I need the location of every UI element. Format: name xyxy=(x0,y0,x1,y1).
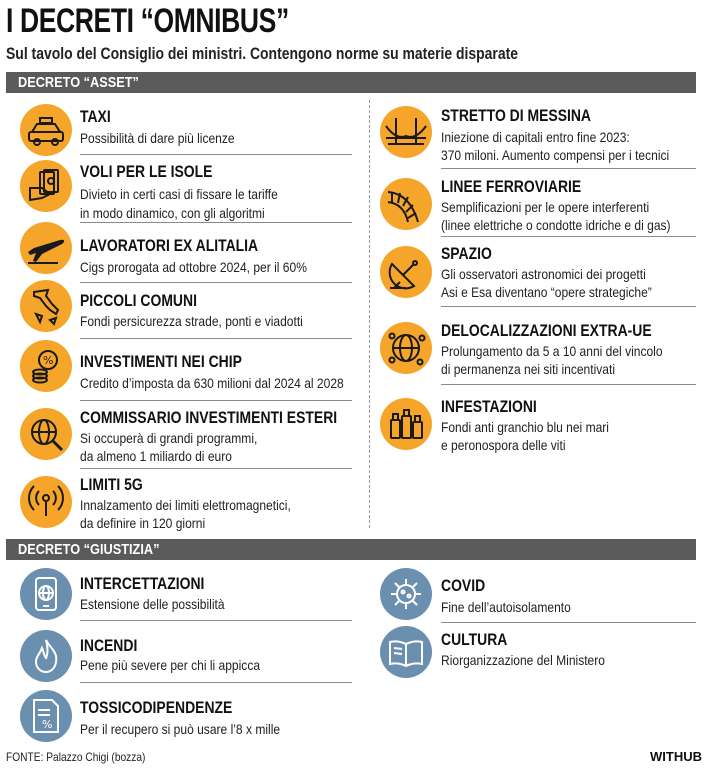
item-desc-intercettazioni: Estensione delle possibilità xyxy=(80,596,225,612)
item-desc-taxi: Possibilità di dare più licenze xyxy=(80,130,235,146)
item-title-voli: VOLI PER LE ISOLE xyxy=(80,162,213,181)
item-title-messina: STRETTO DI MESSINA xyxy=(441,106,592,125)
fire-icon xyxy=(20,630,72,682)
section-title-giustizia: DECRETO “GIUSTIZIA” xyxy=(18,541,160,558)
item-title-commissario: COMMISSARIO INVESTIMENTI ESTERI xyxy=(80,408,338,427)
item-desc-chip: Credito d’imposta da 630 milioni dal 2024 al 2028 xyxy=(80,375,344,391)
airplane-icon xyxy=(20,222,72,274)
page-subtitle: Sul tavolo del Consiglio dei ministri. Contengono norme su materie disparate xyxy=(6,44,518,63)
money-hand-icon xyxy=(20,160,72,212)
svg-text:%: % xyxy=(43,354,54,367)
item-title-cultura: CULTURA xyxy=(441,630,508,649)
railway-icon xyxy=(380,178,432,230)
separator xyxy=(80,282,352,283)
item-title-intercettazioni: INTERCETTAZIONI xyxy=(80,574,205,593)
antenna-icon xyxy=(20,476,72,528)
item-title-ferrovie: LINEE FERROVIARIE xyxy=(441,177,582,196)
item-title-alitalia: LAVORATORI EX ALITALIA xyxy=(80,236,259,255)
item-desc-ferrovie-1: Semplificazioni per le opere interferenti xyxy=(441,199,650,215)
item-desc-covid: Fine dell’autoisolamento xyxy=(441,599,571,615)
section-bar-asset xyxy=(6,72,696,93)
column-divider xyxy=(369,100,370,528)
separator xyxy=(441,168,696,169)
phone-globe-icon xyxy=(20,568,72,620)
item-desc-delocalizzazioni-1: Prolungamento da 5 a 10 anni del vincolo xyxy=(441,343,663,359)
item-desc-cultura: Riorganizzazione del Ministero xyxy=(441,652,605,668)
item-desc-5g-1: Innalzamento dei limiti elettromagnetici, xyxy=(80,497,291,513)
italy-map-icon xyxy=(20,280,72,332)
item-desc-commissario-2: da almeno 1 miliardo di euro xyxy=(80,448,232,464)
item-desc-tossicodipendenze: Per il recupero si può usare l’8 x mille xyxy=(80,721,281,737)
item-desc-incendi: Pene più severe per chi li appicca xyxy=(80,657,261,673)
item-desc-infestazioni-1: Fondi anti granchio blu nei mari xyxy=(441,419,609,435)
separator xyxy=(80,154,352,155)
open-book-icon xyxy=(380,626,432,678)
item-desc-commissario-1: Si occuperà di grandi programmi, xyxy=(80,430,258,446)
separator xyxy=(80,620,352,621)
item-title-tossicodipendenze: TOSSICODIPENDENZE xyxy=(80,698,233,717)
separator xyxy=(441,622,696,623)
svg-text:%: % xyxy=(42,718,53,731)
page-title: I DECRETI “OMNIBUS” xyxy=(6,2,289,40)
tax-document-icon xyxy=(20,690,72,742)
item-title-spazio: SPAZIO xyxy=(441,244,492,263)
item-desc-messina-1: Iniezione di capitali entro fine 2023: xyxy=(441,129,630,145)
separator xyxy=(80,400,352,401)
item-title-covid: COVID xyxy=(441,576,486,595)
brand-logo: WITHUB xyxy=(650,749,702,764)
globe-search-icon xyxy=(20,408,72,460)
item-desc-ferrovie-2: (linee elettriche o condotte idriche e di gas) xyxy=(441,217,671,233)
bottles-icon xyxy=(380,398,432,450)
item-title-delocalizzazioni: DELOCALIZZAZIONI EXTRA-UE xyxy=(441,321,652,340)
item-desc-spazio-1: Gli osservatori astronomici dei progetti xyxy=(441,266,646,282)
item-desc-spazio-2: Asi e Esa diventano “opere strategiche” xyxy=(441,284,652,300)
section-bar-giustizia xyxy=(6,539,696,560)
separator xyxy=(80,222,352,223)
item-title-5g: LIMITI 5G xyxy=(80,475,143,494)
virus-icon xyxy=(380,568,432,620)
separator xyxy=(80,338,352,339)
item-title-taxi: TAXI xyxy=(80,107,111,126)
item-title-chip: INVESTIMENTI NEI CHIP xyxy=(80,352,242,371)
separator xyxy=(441,236,696,237)
separator xyxy=(80,468,352,469)
bridge-icon xyxy=(380,106,432,158)
separator xyxy=(441,306,696,307)
item-desc-infestazioni-2: e peronospora delle viti xyxy=(441,437,566,453)
item-desc-messina-2: 370 miloni. Aumento compensi per i tecnici xyxy=(441,147,670,163)
coins-percent-icon xyxy=(20,340,72,392)
separator xyxy=(80,682,352,683)
item-desc-5g-2: da definire in 120 giorni xyxy=(80,515,206,531)
item-desc-delocalizzazioni-2: di permanenza nei siti incentivati xyxy=(441,361,616,377)
item-desc-comuni: Fondi persicurezza strade, ponti e viadotti xyxy=(80,313,303,329)
section-title-asset: DECRETO “ASSET” xyxy=(18,74,139,91)
item-desc-voli-2: in modo dinamico, con gli algoritmi xyxy=(80,205,265,221)
satellite-dish-icon xyxy=(380,246,432,298)
item-desc-voli-1: Divieto in certi casi di fissare le tariffe xyxy=(80,186,278,202)
item-title-infestazioni: INFESTAZIONI xyxy=(441,397,537,416)
source-note: FONTE: Palazzo Chigi (bozza) xyxy=(6,750,146,764)
item-title-incendi: INCENDI xyxy=(80,636,138,655)
global-network-icon xyxy=(380,322,432,374)
item-desc-alitalia: Cigs prorogata ad ottobre 2024, per il 60% xyxy=(80,259,307,275)
taxi-icon xyxy=(20,104,72,156)
separator xyxy=(441,384,696,385)
item-title-comuni: PICCOLI COMUNI xyxy=(80,291,197,310)
